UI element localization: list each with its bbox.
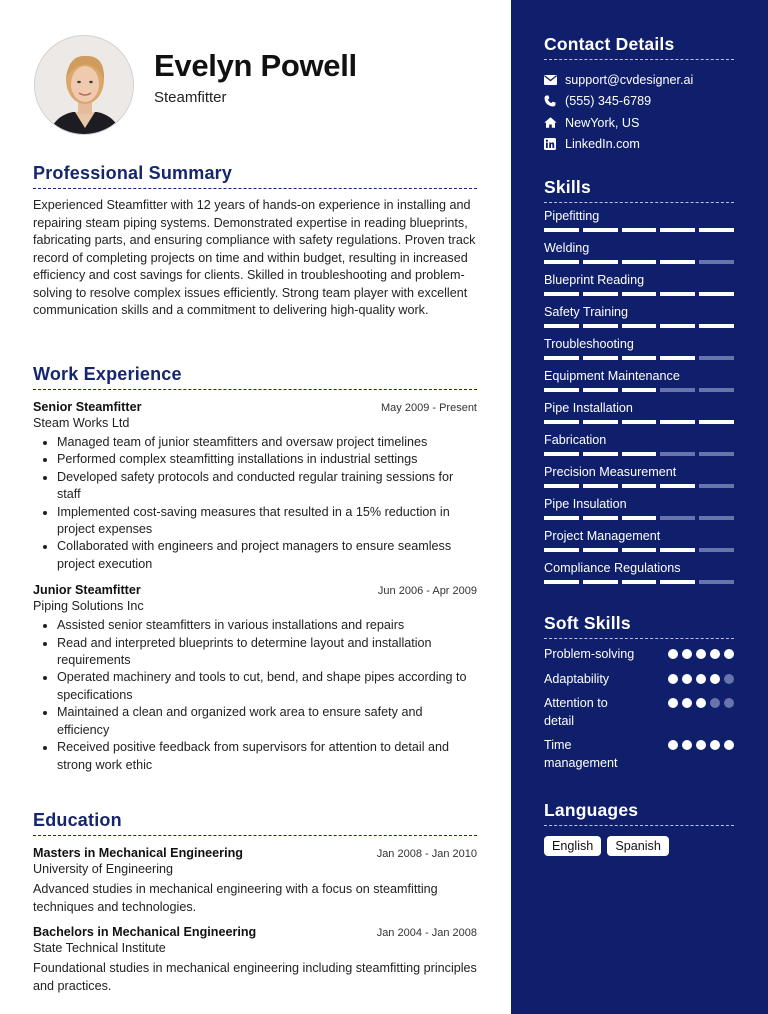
skill-name: Precision Measurement — [544, 465, 677, 479]
contact-heading: Contact Details — [544, 34, 734, 60]
soft-skill-item — [544, 671, 734, 689]
skill-level-bars — [544, 228, 734, 232]
languages-section — [544, 800, 734, 856]
languages-list — [544, 836, 734, 856]
skill-level-segment — [544, 516, 579, 520]
skill-level-bars — [544, 420, 734, 424]
skill-item — [544, 369, 734, 395]
skill-level-segment — [699, 516, 734, 520]
education-description: Foundational studies in mechanical engineering including steamfitting principles and practices. — [33, 961, 477, 993]
skill-item — [544, 337, 734, 363]
rating-dot — [668, 698, 678, 708]
candidate-name: Evelyn Powell — [154, 48, 357, 83]
profile-photo — [34, 35, 134, 135]
skill-level-segment — [622, 452, 657, 456]
job-role: Senior Steamfitter — [33, 400, 142, 414]
language-badge: Spanish — [607, 836, 669, 856]
soft-skill-name: Problem-solving — [544, 647, 635, 661]
soft-skill-item — [544, 737, 734, 772]
skill-level-segment — [622, 548, 657, 552]
skill-level-bars — [544, 452, 734, 456]
skill-name: Safety Training — [544, 305, 629, 319]
skill-level-segment — [544, 452, 579, 456]
skill-level-segment — [660, 324, 695, 328]
education-entry — [33, 846, 477, 916]
skill-level-segment — [660, 228, 695, 232]
contact-email[interactable] — [544, 69, 734, 91]
job-company: Piping Solutions Inc — [33, 599, 144, 614]
linkedin-text: LinkedIn.com — [565, 137, 640, 152]
skill-level-bars — [544, 548, 734, 552]
skill-level-segment — [583, 548, 618, 552]
skill-level-bars — [544, 580, 734, 584]
skill-level-bars — [544, 484, 734, 488]
skill-level-segment — [583, 260, 618, 264]
skill-level-segment — [699, 548, 734, 552]
job-bullets — [33, 434, 477, 573]
skill-level-segment — [544, 548, 579, 552]
job-date: Jun 2006 - Apr 2009 — [377, 585, 477, 598]
job-bullet: • Operated machinery and tools to cut, bend, and shape pipes according to specifications — [57, 669, 477, 704]
skill-item — [544, 497, 734, 523]
skill-level-segment — [544, 484, 579, 488]
rating-dot — [696, 698, 706, 708]
job-bullet: • Maintained a clean and organized work area to ensure safety and efficiency — [57, 704, 477, 739]
soft-skill-rating — [668, 649, 734, 659]
phone-icon — [544, 95, 565, 107]
skill-level-segment — [544, 324, 579, 328]
rating-dot — [696, 740, 706, 750]
contact-phone[interactable] — [544, 91, 734, 113]
rating-dot — [682, 649, 692, 659]
skill-level-bars — [544, 356, 734, 360]
skill-name: Fabrication — [544, 433, 607, 447]
skill-level-segment — [660, 516, 695, 520]
contact-linkedin[interactable] — [544, 134, 734, 156]
contact-section — [544, 34, 734, 155]
education-date: Jan 2008 - Jan 2010 — [376, 848, 477, 860]
skill-name: Project Management — [544, 529, 661, 543]
skill-level-segment — [660, 292, 695, 296]
skill-name: Welding — [544, 241, 590, 255]
skill-level-segment — [622, 388, 657, 392]
skill-level-segment — [544, 388, 579, 392]
skill-level-segment — [583, 420, 618, 424]
language-badge: English — [544, 836, 601, 856]
skill-level-segment — [622, 580, 657, 584]
school-name: State Technical Institute — [33, 941, 166, 955]
job-entry — [33, 583, 477, 774]
job-bullet: • Implemented cost-saving measures that resulted in a 15% reduction in project expenses — [57, 504, 477, 539]
skill-level-segment — [660, 580, 695, 584]
skills-heading: Skills — [544, 177, 734, 203]
home-icon — [544, 117, 565, 128]
skill-name: Equipment Maintenance — [544, 369, 680, 383]
skill-level-segment — [622, 516, 657, 520]
rating-dot — [682, 698, 692, 708]
skill-level-segment — [699, 260, 734, 264]
skill-level-segment — [544, 228, 579, 232]
skill-name: Pipe Insulation — [544, 497, 627, 511]
education-section — [33, 810, 477, 995]
work-heading: Work Experience — [33, 364, 477, 390]
soft-skill-rating — [668, 698, 734, 708]
rating-dot — [682, 740, 692, 750]
soft-skill-name: Adaptability — [544, 671, 610, 686]
skill-name: Pipefitting — [544, 209, 600, 223]
skill-item — [544, 209, 734, 235]
education-heading: Education — [33, 810, 477, 836]
rating-dot — [696, 649, 706, 659]
school-name: University of Engineering — [33, 862, 174, 876]
contact-location — [544, 112, 734, 134]
skill-level-segment — [699, 324, 734, 328]
rating-dot — [696, 674, 706, 684]
skill-level-segment — [660, 548, 695, 552]
soft-skill-name: Time management — [544, 738, 618, 770]
skill-item — [544, 305, 734, 331]
languages-heading: Languages — [544, 800, 734, 826]
soft-skills-list — [544, 646, 734, 772]
job-company: Steam Works Ltd — [33, 416, 130, 430]
skill-level-segment — [660, 356, 695, 360]
degree-name: Masters in Mechanical Engineering — [33, 846, 243, 860]
skill-level-segment — [583, 516, 618, 520]
job-date: May 2009 - Present — [381, 402, 477, 414]
envelope-icon — [544, 75, 565, 85]
skill-item — [544, 241, 734, 267]
skill-level-segment — [699, 228, 734, 232]
skill-level-segment — [660, 484, 695, 488]
rating-dot — [710, 674, 720, 684]
skill-name: Compliance Regulations — [544, 561, 681, 575]
rating-dot — [668, 674, 678, 684]
phone-text: (555) 345-6789 — [565, 94, 652, 109]
rating-dot — [668, 649, 678, 659]
job-bullet: • Read and interpreted blueprints to determine layout and installation requirements — [57, 635, 477, 670]
skill-level-segment — [699, 484, 734, 488]
skill-item — [544, 529, 734, 555]
skill-level-segment — [583, 580, 618, 584]
rating-dot — [710, 649, 720, 659]
skill-level-segment — [660, 388, 695, 392]
skill-level-segment — [699, 388, 734, 392]
skill-level-segment — [583, 452, 618, 456]
soft-skill-rating — [668, 674, 734, 684]
candidate-title: Steamfitter — [154, 89, 227, 106]
skill-level-segment — [544, 260, 579, 264]
skill-level-segment — [699, 356, 734, 360]
skill-level-segment — [544, 292, 579, 296]
rating-dot — [668, 740, 678, 750]
skill-level-segment — [699, 292, 734, 296]
skill-level-bars — [544, 292, 734, 296]
job-bullet: • Received positive feedback from supervisors for attention to detail and strong work ethic — [57, 739, 477, 774]
skill-level-segment — [622, 260, 657, 264]
skill-level-segment — [699, 452, 734, 456]
skill-level-segment — [660, 420, 695, 424]
skill-item — [544, 465, 734, 491]
skill-item — [544, 273, 734, 299]
job-bullet: • Managed team of junior steamfitters and oversaw project timelines — [57, 434, 477, 451]
education-date: Jan 2004 - Jan 2008 — [376, 927, 477, 939]
rating-dot — [724, 674, 734, 684]
sidebar — [511, 0, 768, 1014]
soft-skill-item — [544, 646, 734, 664]
rating-dot — [724, 740, 734, 750]
skill-level-segment — [583, 228, 618, 232]
skill-level-segment — [660, 452, 695, 456]
soft-skills-section — [544, 613, 734, 772]
skill-item — [544, 433, 734, 459]
soft-skill-rating — [668, 740, 734, 750]
skill-level-segment — [622, 292, 657, 296]
skill-item — [544, 561, 734, 587]
summary-text: Experienced Steamfitter with 12 years of hands-on experience in installing and repairing steam piping systems. Demonstrated expertise in reading blueprints, fabricating parts, and ensuring compliance with safety regulations. Proven track record of completing projects on time and within budget, resulting in increased efficiency and cost savings for clients. Skilled in troubleshooting and problem-solving to resolve complex issues efficiently. Strong team player with excellent communication skills and a commitment to delivering high-quality work. — [33, 198, 476, 317]
education-entry — [33, 925, 477, 995]
summary-section — [33, 163, 477, 320]
summary-heading: Professional Summary — [33, 163, 477, 189]
job-role: Junior Steamfitter — [33, 583, 141, 598]
skill-level-segment — [544, 420, 579, 424]
skill-level-segment — [622, 228, 657, 232]
skill-level-segment — [583, 484, 618, 488]
degree-name: Bachelors in Mechanical Engineering — [33, 925, 257, 939]
skills-list — [544, 209, 734, 587]
work-section — [33, 364, 477, 774]
skill-level-segment — [544, 356, 579, 360]
skill-level-segment — [583, 388, 618, 392]
soft-skills-heading: Soft Skills — [544, 613, 734, 639]
skill-level-segment — [699, 420, 734, 424]
skill-level-bars — [544, 260, 734, 264]
skill-name: Blueprint Reading — [544, 273, 645, 287]
skill-level-segment — [583, 356, 618, 360]
rating-dot — [710, 740, 720, 750]
skill-level-segment — [583, 292, 618, 296]
skill-level-bars — [544, 324, 734, 328]
linkedin-icon — [544, 138, 565, 150]
rating-dot — [724, 649, 734, 659]
skill-level-segment — [622, 420, 657, 424]
skill-item — [544, 401, 734, 427]
rating-dot — [682, 674, 692, 684]
skill-level-segment — [544, 580, 579, 584]
skill-level-segment — [583, 324, 618, 328]
rating-dot — [710, 698, 720, 708]
job-bullet: • Developed safety protocols and conducted regular training sessions for staff — [57, 469, 477, 504]
job-bullet: • Assisted senior steamfitters in various installations and repairs — [57, 617, 477, 634]
skill-level-segment — [699, 580, 734, 584]
location-text: NewYork, US — [565, 115, 640, 130]
soft-skill-name: Attention to detail — [544, 696, 608, 728]
email-text: support@cvdesigner.ai — [565, 72, 694, 87]
skill-level-bars — [544, 388, 734, 392]
skill-level-segment — [622, 484, 657, 488]
skill-level-segment — [622, 356, 657, 360]
job-bullets — [33, 617, 477, 774]
skill-level-segment — [622, 324, 657, 328]
job-entry — [33, 400, 477, 573]
skill-level-segment — [660, 260, 695, 264]
skill-name: Pipe Installation — [544, 401, 633, 415]
education-description: Advanced studies in mechanical engineering with a focus on steamfitting techniques and technologies. — [33, 882, 438, 914]
skills-section — [544, 177, 734, 587]
rating-dot — [724, 698, 734, 708]
job-bullet: • Collaborated with engineers and project managers to ensure seamless project execution — [57, 538, 477, 573]
skill-level-bars — [544, 516, 734, 520]
job-bullet: • Performed complex steamfitting installations in industrial settings — [57, 451, 477, 468]
soft-skill-item — [544, 695, 734, 730]
skill-name: Troubleshooting — [544, 337, 634, 351]
